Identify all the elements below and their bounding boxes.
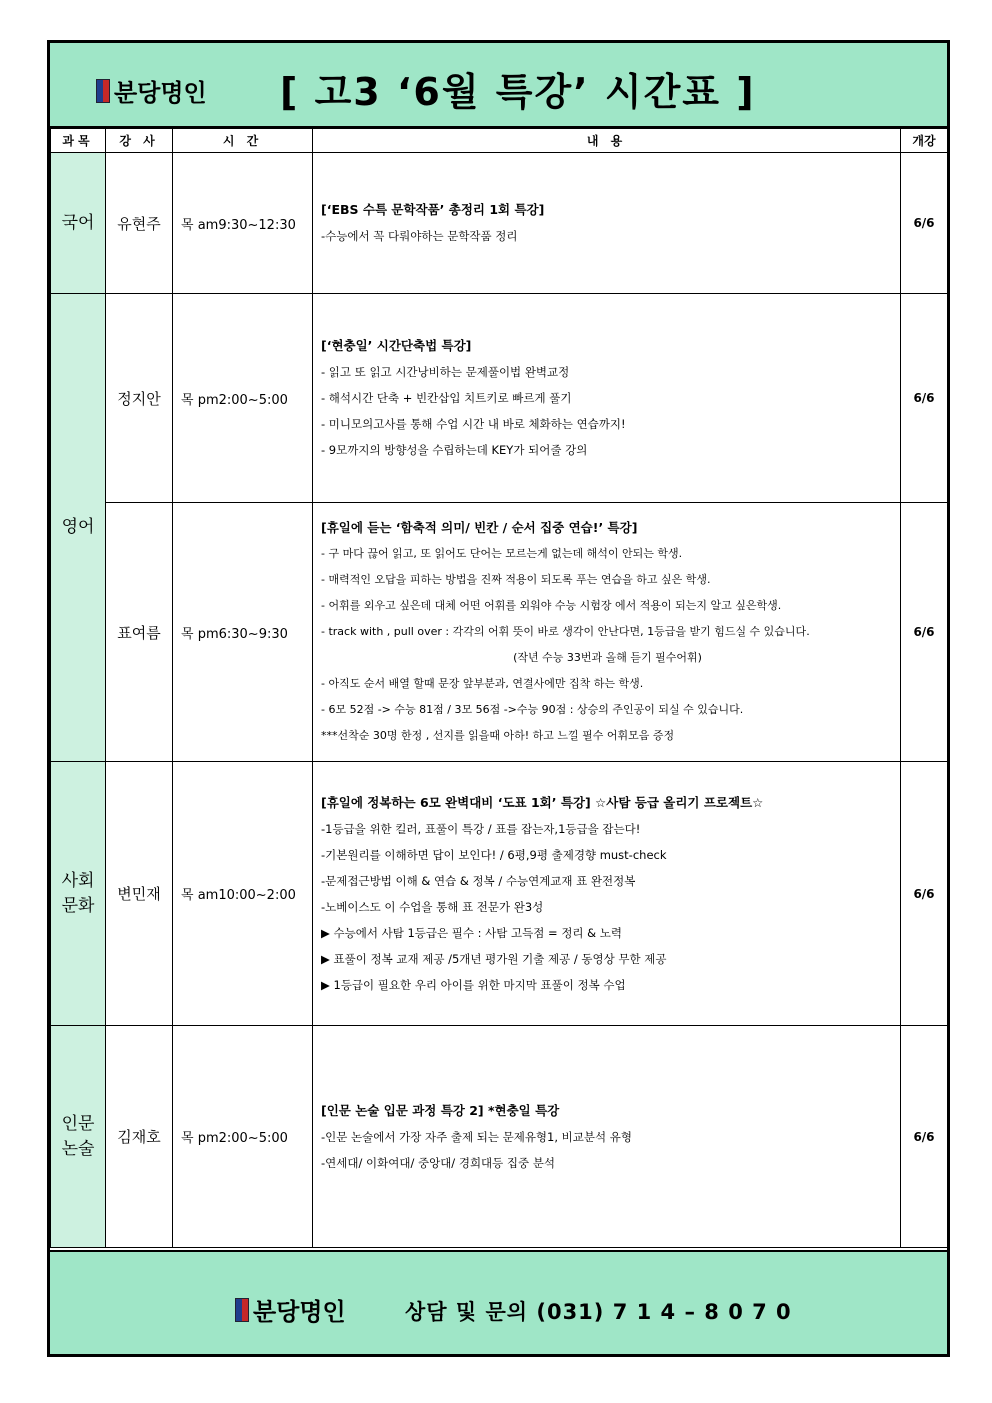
table-row (51, 1026, 948, 1248)
start-date-cell: 6/6 (901, 1026, 948, 1248)
content-line: -수능에서 꼭 다뤄야하는 문학작품 정리 (321, 229, 518, 243)
footer-band (50, 1250, 947, 1354)
content-cell (313, 153, 901, 294)
start-date-cell: 6/6 (901, 762, 948, 1026)
header-logo (96, 73, 207, 108)
content-line: -인문 논술에서 가장 자주 출제 되는 문제유형1, 비교분석 유형 (321, 1129, 632, 1144)
content-line: - 9모까지의 방향성을 수립하는데 KEY가 되어줄 강의 (321, 443, 588, 457)
content-cell (313, 762, 901, 1026)
content-line: -기본원리를 이해하면 답이 보인다! / 6평,9평 출제경향 must-check (321, 847, 667, 862)
content-line: - 6모 52점 -> 수능 81점 / 3모 56점 ->수능 90점 : 상승의 주인공이 되실 수 있습니다. (321, 703, 744, 716)
page-title: [ 고3 ‘6월 특강’ 시간표 ] (280, 70, 756, 114)
table-header-row (51, 129, 948, 153)
content-line: -노베이스도 이 수업을 통해 표 전문가 완3성 (321, 899, 544, 914)
content-line: - track with , pull over : 각각의 어휘 뜻이 바로 생각이 안난다면, 1등급을 받기 힘드실 수 있습니다. (321, 625, 810, 638)
academy-logo-icon (96, 79, 110, 103)
subject-cell: 사회 문화 (51, 762, 106, 1026)
table-row (51, 294, 948, 503)
content-line: - 미니모의고사를 통해 수업 시간 내 바로 체화하는 연습까지! (321, 417, 626, 431)
start-date-cell: 6/6 (901, 153, 948, 294)
table-row (51, 762, 948, 1026)
content-line: ▶ 표풀이 정복 교재 제공 /5개년 평가원 기출 제공 / 동영상 무한 제공 (321, 951, 667, 966)
content-cell (313, 294, 901, 503)
schedule-frame (47, 40, 950, 1357)
content-line: -문제접근방법 이해 & 연습 & 정복 / 수능연계교재 표 완전정복 (321, 873, 636, 888)
content-line: - 구 마다 끊어 읽고, 또 읽어도 단어는 모르는게 없는데 해석이 안되는 학생. (321, 547, 683, 560)
table-row (51, 503, 948, 762)
content-line: ▶ 수능에서 사탐 1등급은 필수 : 사탐 고득점 = 정리 & 노력 (321, 925, 623, 940)
col-header-time: 시 간 (173, 129, 313, 153)
course-title: [‘현충일’ 시간단축법 특강] (321, 338, 472, 353)
course-title: [인문 논술 입문 과정 특강 2] *현충일 특강 (321, 1102, 560, 1118)
start-date-cell: 6/6 (901, 503, 948, 762)
col-header-subject: 과목 (51, 129, 106, 153)
content-line: -연세대/ 이화여대/ 중앙대/ 경희대등 집중 분석 (321, 1155, 556, 1170)
header-logo-text: 분당명인 (114, 79, 207, 107)
teacher-cell: 김재호 (106, 1026, 173, 1248)
teacher-cell: 유현주 (106, 153, 173, 294)
teacher-cell: 변민재 (106, 762, 173, 1026)
time-cell: 목 pm6:30~9:30 (173, 503, 313, 762)
col-header-start: 개강 (901, 129, 948, 153)
content-line: - 해석시간 단축 + 빈칸삽입 치트키로 빠르게 풀기 (321, 391, 572, 405)
content-line: - 어휘를 외우고 싶은데 대체 어떤 어휘를 외워야 수능 시험장 에서 적용이 되는지 알고 싶은학생. (321, 599, 782, 612)
col-header-teacher: 강 사 (106, 129, 173, 153)
table-row (51, 153, 948, 294)
time-cell: 목 pm2:00~5:00 (173, 1026, 313, 1248)
course-title: [휴일에 듣는 ‘함축적 의미/ 빈칸 / 순서 집중 연습!’ 특강] (321, 520, 638, 535)
time-cell: 목 pm2:00~5:00 (173, 294, 313, 503)
content-cell (313, 1026, 901, 1248)
time-cell: 목 am10:00~2:00 (173, 762, 313, 1026)
header-band (50, 43, 947, 128)
academy-logo-icon (235, 1298, 249, 1322)
content-line: - 아직도 순서 배열 할때 문장 앞부분과, 연결사에만 집착 하는 학생. (321, 677, 644, 690)
content-line: ▶ 1등급이 필요한 우리 아이를 위한 마지막 표풀이 정복 수업 (321, 977, 626, 992)
contact-info: 상담 및 문의 (031) 7 1 4 – 8 0 7 0 (405, 1300, 792, 1324)
schedule-table (50, 128, 948, 1248)
start-date-cell: 6/6 (901, 294, 948, 503)
content-line: -1등급을 위한 킬러, 표풀이 특강 / 표를 잡는자,1등급을 잡는다! (321, 821, 641, 836)
teacher-cell: 표여름 (106, 503, 173, 762)
course-title: [휴일에 정복하는 6모 완벽대비 ‘도표 1회’ 특강] ☆사탐 등급 올리기 프로젝트☆ (321, 794, 764, 810)
footer-logo-text: 분당명인 (253, 1298, 346, 1326)
content-line: ***선착순 30명 한정 , 선지를 읽을때 아하! 하고 느낄 필수 어휘모음 증정 (321, 729, 675, 742)
content-line: - 매력적인 오답을 피하는 방법을 진짜 적용이 되도록 푸는 연습을 하고 싶은 학생. (321, 573, 711, 586)
content-line: - 읽고 또 읽고 시간낭비하는 문제풀이법 완벽교정 (321, 365, 570, 379)
subject-cell: 국어 (51, 153, 106, 294)
content-line: (작년 수능 33번과 올해 듣기 필수어휘) (513, 651, 702, 664)
time-cell: 목 am9:30~12:30 (173, 153, 313, 294)
content-cell (313, 503, 901, 762)
subject-cell: 인문 논술 (51, 1026, 106, 1248)
course-title: [‘EBS 수특 문학작품’ 총정리 1회 특강] (321, 202, 545, 217)
col-header-content: 내 용 (313, 129, 901, 153)
footer-logo (235, 1292, 346, 1327)
subject-cell: 영어 (51, 294, 106, 762)
teacher-cell: 정지안 (106, 294, 173, 503)
